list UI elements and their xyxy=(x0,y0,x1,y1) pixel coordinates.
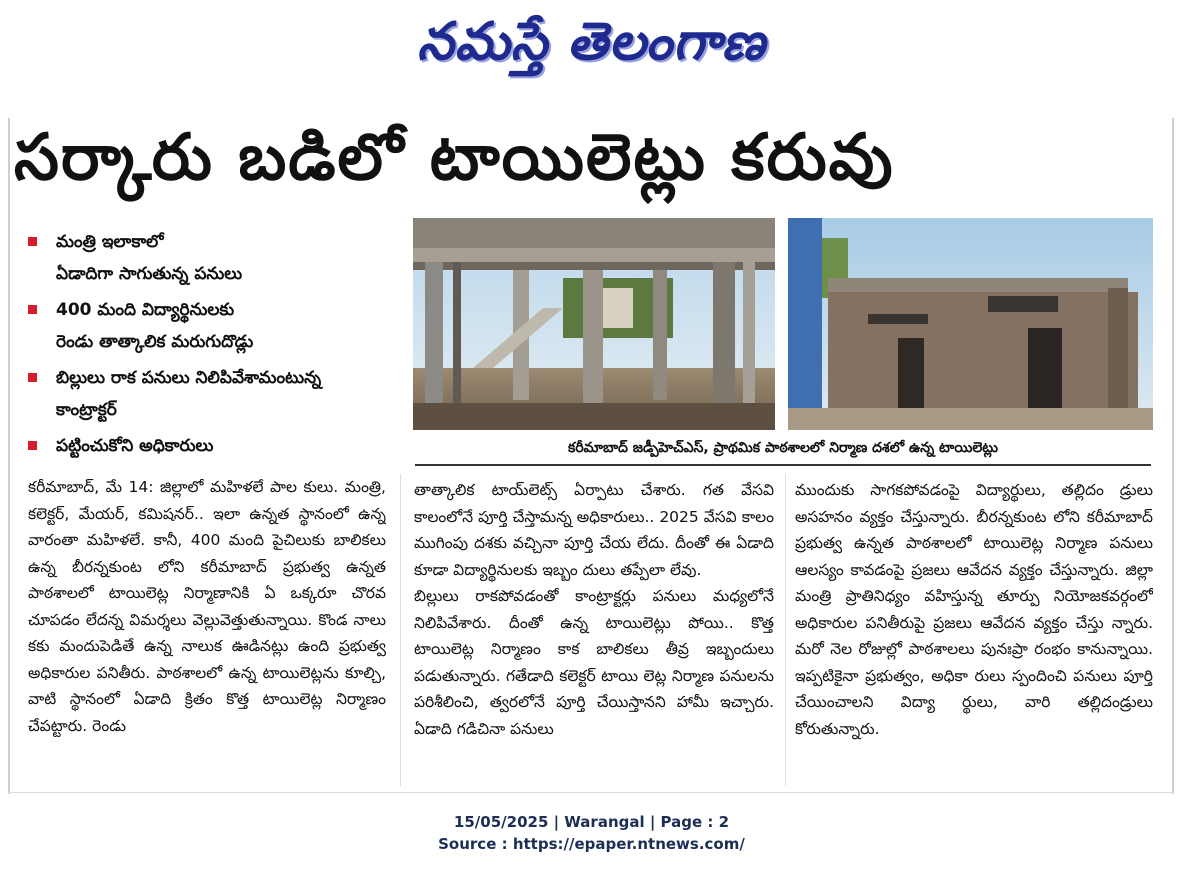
red-square-bullet-icon xyxy=(28,305,37,314)
highlight-line: కాంట్రాక్టర్ xyxy=(56,400,117,420)
column-divider xyxy=(400,474,401,786)
page-border-bottom xyxy=(8,792,1174,793)
footer-edition-info: 15/05/2025 | Warangal | Page : 2 xyxy=(453,813,730,831)
photo-unfinished-building xyxy=(413,218,775,430)
highlight-line: రెండు తాత్కాలిక మరుగుదొడ్లు xyxy=(56,332,254,352)
article-headline: సర్కారు బడిలో టాయిలెట్లు కరువు xyxy=(14,121,895,195)
highlight-item xyxy=(24,430,409,462)
highlight-line: 400 మంది విద్యార్థినులకు xyxy=(56,300,235,320)
article-column-3: ముందుకు సాగకపోవడంపై విద్యార్థులు, తల్లిదం డ్రులు అసహనం వ్యక్తం చేస్తున్నారు. బీరన్నకుంట లోని కరీమాబాద్ ప్రభుత్వ ఉన్నత పాఠశాలలో టాయిలెట్ల నిర్మాణ పనులు ఆలస్యం కావడంపై ప్రజలు ఆవేదన వ్యక్తం చేస్తున్నారు. జిల్లా మంత్రి ప్రాతినిధ్యం వహిస్తున్న తూర్పు నియోజకవర్గంలో అధికారుల పనితీరుపై ప్రజలు ఆవేదన వ్యక్తం చేస్తు న్నారు. మరో నెల రోజుల్లో పాఠశాలలు పునఃప్రా రంభం కానున్నాయి. ఇప్పటికైనా ప్రభుత్వం, అధికా రులు స్పందించి పనులు పూర్తి చేయించాలని విద్యా ర్థులు, వారి తల్లిదండ్రులు కోరుతున్నారు. xyxy=(795,481,1153,738)
page-border-left xyxy=(8,118,10,794)
photo-brick-toilet-block xyxy=(788,218,1153,430)
highlight-line: బిల్లులు రాక పనులు నిలిపివేశామంటున్న xyxy=(56,368,322,388)
article-column-1: కరీమాబాద్, మే 14: జిల్లాలో మహిళలే పాల కులు. మంత్రి, కలెక్టర్, మేయర్, కమిషనర్.. ఇలా ఉన్నత స్థానంలో ఉన్న వారంతా మహిళలే. కానీ, 400 మంది పైచిలుకు బాలికలు ఉన్న బీరన్నకుంట లోని కరీమాబాద్ ప్రభుత్వ ఉన్నత పాఠశాలలో టాయిలెట్ల నిర్మాణానికి ఏ ఒక్కరూ చొరవ చూపడం లేదన్న విమర్శలు వెల్లువెత్తుతున్నాయి. కొండ నాలు కకు మందుపెడితే ఉన్న నాలుక ఊడినట్లు ఉంది ప్రభుత్వ అధికారుల పనితీరు. పాఠశాలలో ఉన్న టాయిలెట్లను కూల్చి, వాటి స్థానంలో ఏడాది క్రితం కొత్త టాయిలెట్ల నిర్మాణం చేపట్టారు. రెండు xyxy=(28,478,386,735)
photo-caption: కరీమాబాద్ జడ్పీహెచ్ఎస్, ప్రాథమిక పాఠశాలలో నిర్మాణ దశలో ఉన్న టాయిలెట్లు xyxy=(415,432,1151,466)
footer-source-link[interactable]: Source : https://epaper.ntnews.com/ xyxy=(438,835,745,853)
highlight-item xyxy=(24,226,409,290)
highlight-line: మంత్రి ఇలాకాలో xyxy=(56,232,164,252)
highlight-line: ఏడాదిగా సాగుతున్న పనులు xyxy=(56,264,243,284)
highlight-item xyxy=(24,294,409,358)
highlight-item xyxy=(24,362,409,426)
red-square-bullet-icon xyxy=(28,373,37,382)
highlight-line: పట్టించుకోని అధికారులు xyxy=(56,436,214,456)
article-column-2: తాత్కాలిక టాయ్‌లెట్స్ ఏర్పాటు చేశారు. గత వేసవి కాలంలోనే పూర్తి చేస్తామన్న అధికారులు.. 2025 వేసవి కాలం ముగింపు దశకు వచ్చినా పూర్తి చేయ లేదు. దీంతో ఈ ఏడాది కూడా విద్యార్థినులకు ఇబ్బం దులు తప్పేలా లేవు. బిల్లులు రాకపోవడంతో కాంట్రాక్టర్లు పనులు మధ్యలోనే నిలిపివేశారు. దీంతో ఉన్న టాయిలెట్లు పోయి.. కొత్త టాయిలెట్ల నిర్మాణం కాక బాలికలు తీవ్ర ఇబ్బందులు పడుతున్నారు. గతేడాది కలెక్టర్ టాయి లెట్ల నిర్మాణ పనులను పరిశీలించి, త్వరలోనే పూర్తి చేయిస్తానని హామీ ఇచ్చారు. ఏడాది గడిచినా పనులు xyxy=(414,481,774,738)
page-border-right xyxy=(1172,118,1174,794)
column-divider xyxy=(785,474,786,786)
highlights-list xyxy=(24,226,409,466)
red-square-bullet-icon xyxy=(28,441,37,450)
masthead-logo: నమస్తే తెలంగాణ xyxy=(417,11,766,72)
red-square-bullet-icon xyxy=(28,237,37,246)
